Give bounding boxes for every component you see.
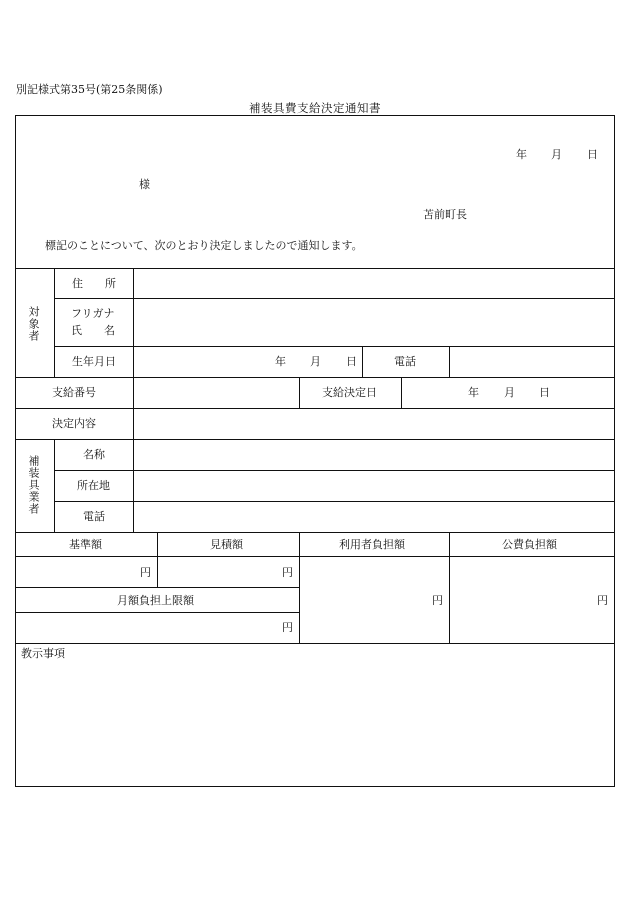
name-label: 氏 名: [71, 324, 115, 337]
decision-date-label: 支給決定日: [322, 386, 377, 399]
decision-day: 日: [539, 386, 550, 399]
public-burden-label: 公費負担額: [502, 538, 557, 551]
rule-vendor-group-divider: [54, 439, 55, 532]
birth-month: 月: [310, 355, 321, 368]
address-label: 住 所: [72, 277, 116, 290]
rule-standard-value-bottom: [15, 587, 299, 588]
remarks-label: 教示事項: [21, 647, 65, 660]
notice-date-day: 日: [587, 148, 598, 161]
notice-date-year: 年: [516, 148, 527, 161]
decision-year: 年: [468, 386, 479, 399]
estimate-amount-label: 見積額: [210, 538, 243, 551]
rule-estimate-right: [299, 532, 300, 643]
user-burden-label: 利用者負担額: [339, 538, 405, 551]
notice-date-month: 月: [551, 148, 562, 161]
subject-group-label: 対象者: [27, 306, 40, 342]
rule-standard-right: [157, 532, 158, 587]
furigana-label: フリガナ: [71, 307, 115, 320]
rule-vendor-bottom: [15, 532, 615, 533]
form-reference: 別記様式第35号(第25条関係): [16, 83, 163, 96]
notice-body: 標記のことについて、次のとおり決定しましたので通知します。: [45, 239, 363, 252]
vendor-name-label: 名称: [83, 448, 105, 461]
decision-month: 月: [504, 386, 515, 399]
public-burden-yen-unit: 円: [597, 594, 608, 607]
rule-decision-date-label-right: [401, 377, 402, 408]
rule-header-bottom: [15, 268, 615, 269]
rule-birthdate-right: [362, 346, 363, 377]
user-burden-yen-unit: 円: [432, 594, 443, 607]
birthdate-label: 生年月日: [72, 355, 116, 368]
rule-vendor-name-bottom: [54, 470, 615, 471]
rule-monthly-cap-label-bottom: [15, 612, 299, 613]
rule-subject-bottom: [15, 377, 615, 378]
addressee-suffix: 様: [139, 178, 150, 191]
rule-content-bottom: [15, 439, 615, 440]
rule-user-burden-right: [449, 532, 450, 643]
subject-phone-label: 電話: [394, 355, 416, 368]
rule-subject-group-divider: [54, 268, 55, 377]
rule-payment-number-right: [299, 377, 300, 408]
rule-payment-number-bottom: [15, 408, 615, 409]
birth-year: 年: [275, 355, 286, 368]
birth-day: 日: [346, 355, 357, 368]
rule-name-bottom: [54, 346, 615, 347]
rule-amounts-bottom: [15, 643, 615, 644]
issuer-name: 苫前町長: [423, 208, 467, 221]
monthly-cap-label: 月額負担上限額: [117, 594, 194, 607]
standard-amount-label: 基準額: [69, 538, 102, 551]
standard-yen-unit: 円: [140, 566, 151, 579]
payment-number-label: 支給番号: [52, 386, 96, 399]
monthly-cap-yen-unit: 円: [282, 621, 293, 634]
estimate-yen-unit: 円: [282, 566, 293, 579]
rule-vendor-location-bottom: [54, 501, 615, 502]
rule-label-divider: [133, 268, 134, 532]
vendor-location-label: 所在地: [77, 479, 110, 492]
document-title: 補装具費支給決定通知書: [249, 101, 381, 115]
form-frame: [15, 115, 615, 787]
decision-content-label: 決定内容: [52, 417, 96, 430]
vendor-phone-label: 電話: [83, 510, 105, 523]
vendor-group-label: 補装具業者: [27, 455, 40, 515]
rule-phone-label-right: [449, 346, 450, 377]
rule-amount-header-bottom: [15, 556, 615, 557]
rule-address-bottom: [54, 298, 615, 299]
